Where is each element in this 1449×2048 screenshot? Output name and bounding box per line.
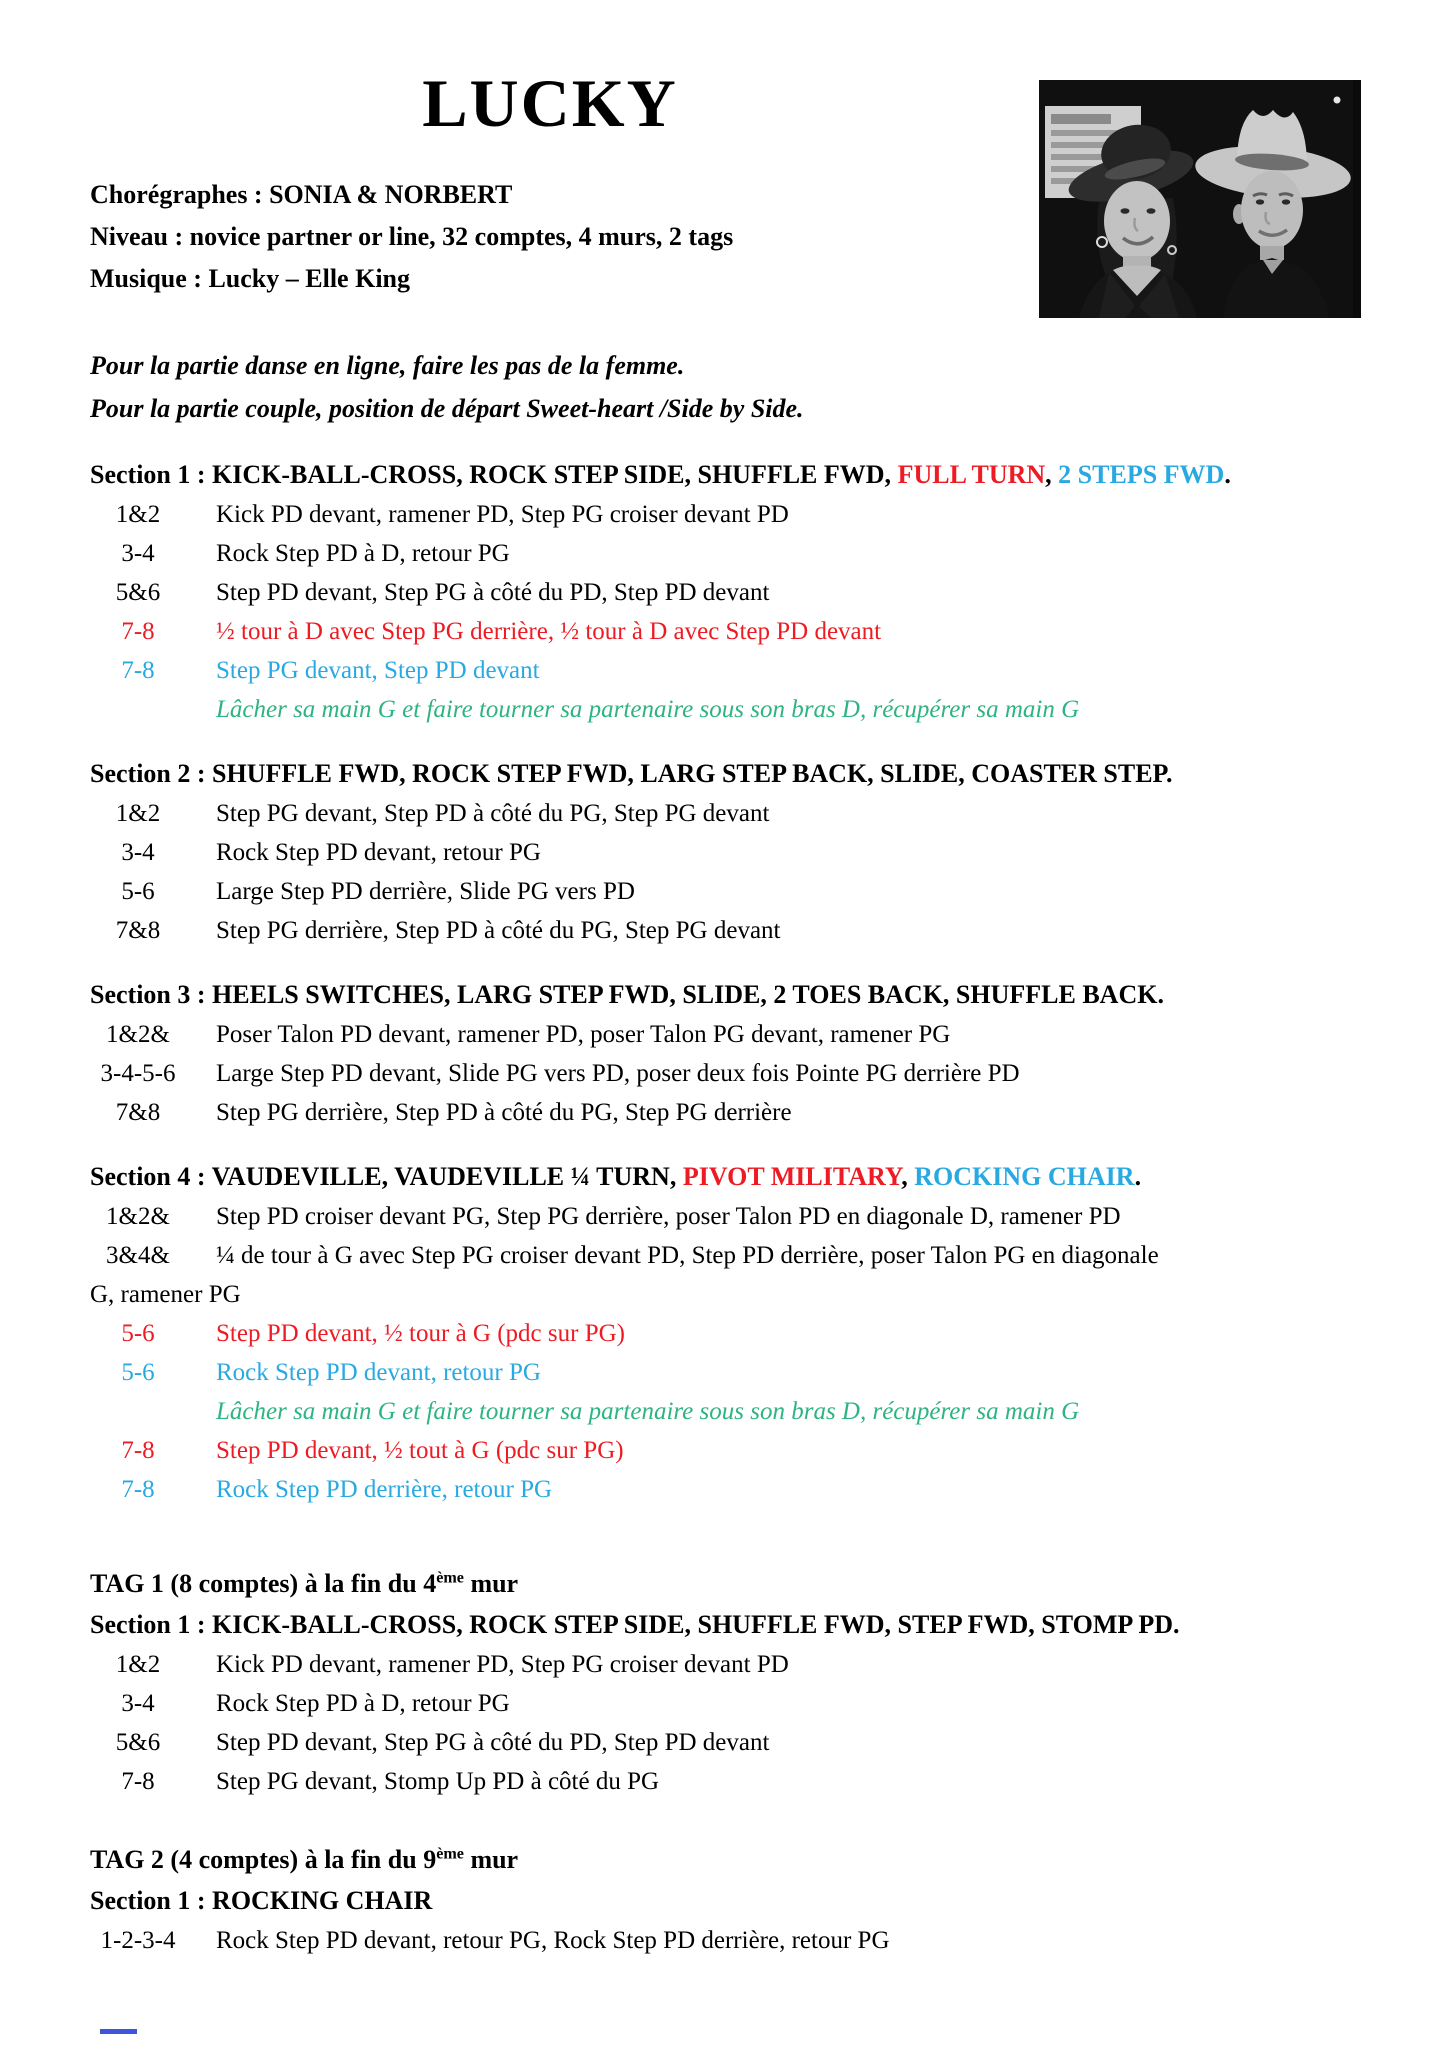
step-row [90,1054,1389,1093]
step-row [90,872,1389,911]
step-description: ½ tour à D avec Step PG derrière, ½ tour à D avec Step PD devant [216,618,882,645]
tag-title-text: mur [463,1845,519,1874]
step-row [90,1470,1389,1509]
step-continuation: G, ramener PG [90,1281,241,1308]
heading-text-blue: 2 STEPS FWD [1058,460,1225,489]
step-description: Kick PD devant, ramener PD, Step PG croiser devant PD [216,501,789,528]
step-row [90,1645,1389,1684]
count-cell: 1&2 [115,501,161,528]
tag-1 [90,1563,1389,1801]
partner-note: Lâcher sa main G et faire tourner sa partenaire sous son bras D, récupérer sa main G [216,696,1080,723]
count-cell: 7-8 [121,1437,155,1464]
intro-line-1: Pour la partie danse en ligne, faire les pas de la femme. [90,351,685,380]
step-description: Rock Step PD à D, retour PG [216,1690,510,1717]
step-row [90,1762,1389,1801]
step-row [90,911,1389,950]
count-cell: 5&6 [115,1729,161,1756]
tag-title-text: TAG 2 (4 comptes) à la fin du 9 [90,1845,437,1874]
count-cell: 1&2& [106,1203,170,1230]
section-4-heading [90,1156,1389,1197]
heading-text: . [1134,1162,1142,1191]
footer-link-fragment [100,2029,137,2034]
tag-2-title [90,1839,1389,1880]
step-description: Kick PD devant, ramener PD, Step PG croiser devant PD [216,1651,789,1678]
count-cell: 5-6 [121,1359,155,1386]
step-description: Rock Step PD devant, retour PG [216,839,541,866]
step-description: Step PD devant, ½ tout à G (pdc sur PG) [216,1437,624,1464]
count-cell: 3-4 [121,540,155,567]
heading-text-red: PIVOT MILITARY [682,1162,902,1191]
tag-title-text: TAG 1 (8 comptes) à la fin du 4 [90,1569,437,1598]
step-row [90,495,1389,534]
step-row [90,1093,1389,1132]
count-cell: 5&6 [115,579,161,606]
step-row [90,1353,1389,1392]
heading-text: . [1224,460,1231,489]
step-description: Step PG devant, Stomp Up PD à côté du PG [216,1768,660,1795]
step-row [90,833,1389,872]
partner-note: Lâcher sa main G et faire tourner sa partenaire sous son bras D, récupérer sa main G [216,1398,1080,1425]
count-cell: 1&2 [115,800,161,827]
step-description: Step PG derrière, Step PD à côté du PG, Step PG devant [216,917,781,944]
page-title: LUCKY [422,65,678,141]
sections [90,454,1389,1960]
tag-title-sup: ème [436,1569,464,1587]
count-cell: 7&8 [115,1099,161,1126]
section-2 [90,753,1389,950]
step-row [90,1015,1389,1054]
heading-text: Section 4 : VAUDEVILLE, VAUDEVILLE ¼ TURN, [90,1162,683,1191]
count-cell: 7-8 [121,1768,155,1795]
section-3 [90,974,1389,1132]
step-row [90,1431,1389,1470]
step-row [90,1236,1389,1275]
step-description: Step PD devant, ½ tour à G (pdc sur PG) [216,1320,625,1347]
count-cell: 3&4& [106,1242,170,1269]
count-cell: 5-6 [121,878,155,905]
step-description: ¼ de tour à G avec Step PG croiser devant PD, Step PD derrière, poser Talon PG en diagonale [216,1242,1159,1269]
intro-block [90,344,1389,430]
step-description: Step PD croiser devant PG, Step PG derrière, poser Talon PD en diagonale D, ramener PD [216,1203,1121,1230]
heading-text: , [901,1162,915,1191]
count-cell: 1&2& [106,1021,170,1048]
step-row [90,651,1389,690]
meta-block [90,174,1389,300]
step-description: Poser Talon PD devant, ramener PD, poser Talon PG devant, ramener PG [216,1021,951,1048]
count-cell: 7-8 [121,1476,155,1503]
heading-text-blue: ROCKING CHAIR [914,1162,1135,1191]
count-cell: 5-6 [121,1320,155,1347]
count-cell: 3-4 [121,839,155,866]
music-line: Musique : Lucky – Elle King [90,264,410,293]
tag-2-section-heading: Section 1 : ROCKING CHAIR [90,1886,433,1915]
tag-title-text: mur [463,1569,519,1598]
count-cell: 7&8 [115,917,161,944]
tag-1-section-heading: Section 1 : KICK-BALL-CROSS, ROCK STEP SIDE, SHUFFLE FWD, STEP FWD, STOMP PD. [90,1610,1180,1639]
step-description: Rock Step PD à D, retour PG [216,540,510,567]
count-cell: 1-2-3-4 [100,1927,176,1954]
choreographers-line: Chorégraphes : SONIA & NORBERT [90,180,513,209]
step-description: Rock Step PD devant, retour PG [216,1359,541,1386]
count-cell: 3-4 [121,1690,155,1717]
step-row [90,794,1389,833]
step-description: Large Step PD derrière, Slide PG vers PD [216,878,635,905]
step-row [90,612,1389,651]
step-row [90,1314,1389,1353]
step-row [90,1684,1389,1723]
step-description: Large Step PD devant, Slide PG vers PD, poser deux fois Pointe PG derrière PD [216,1060,1020,1087]
section-4 [90,1156,1389,1509]
heading-text: Section 1 : KICK-BALL-CROSS, ROCK STEP SIDE, SHUFFLE FWD, [90,460,898,489]
step-description: Step PG derrière, Step PD à côté du PG, Step PG derrière [216,1099,792,1126]
section-1-heading [90,454,1255,495]
step-row [90,1723,1389,1762]
heading-text: , [1045,460,1059,489]
step-description: Step PD devant, Step PG à côté du PD, Step PD devant [216,579,770,606]
step-description: Step PD devant, Step PG à côté du PD, Step PD devant [216,1729,770,1756]
tag-1-title [90,1563,1389,1604]
step-description: Step PG devant, Step PD devant [216,657,540,684]
count-cell: 7-8 [121,618,155,645]
tag-title-sup: ème [436,1845,464,1863]
heading-text-red: FULL TURN [897,460,1046,489]
count-cell: 3-4-5-6 [100,1060,176,1087]
section-1 [90,454,1389,729]
step-row [90,1197,1389,1236]
step-row [90,1921,1389,1960]
intro-line-2: Pour la partie couple, position de départ Sweet-heart /Side by Side. [90,394,804,423]
section-2-heading: Section 2 : SHUFFLE FWD, ROCK STEP FWD, LARG STEP BACK, SLIDE, COASTER STEP. [90,759,1173,788]
step-description: Rock Step PD devant, retour PG, Rock Step PD derrière, retour PG [216,1927,890,1954]
level-line: Niveau : novice partner or line, 32 comptes, 4 murs, 2 tags [90,222,734,251]
tag-2 [90,1839,1389,1960]
step-description: Step PG devant, Step PD à côté du PG, Step PG devant [216,800,770,827]
section-3-heading: Section 3 : HEELS SWITCHES, LARG STEP FWD, SLIDE, 2 TOES BACK, SHUFFLE BACK. [90,980,1164,1009]
step-row [90,534,1389,573]
step-row [90,573,1389,612]
count-cell: 7-8 [121,657,155,684]
count-cell: 1&2 [115,1651,161,1678]
step-description: Rock Step PD derrière, retour PG [216,1476,553,1503]
